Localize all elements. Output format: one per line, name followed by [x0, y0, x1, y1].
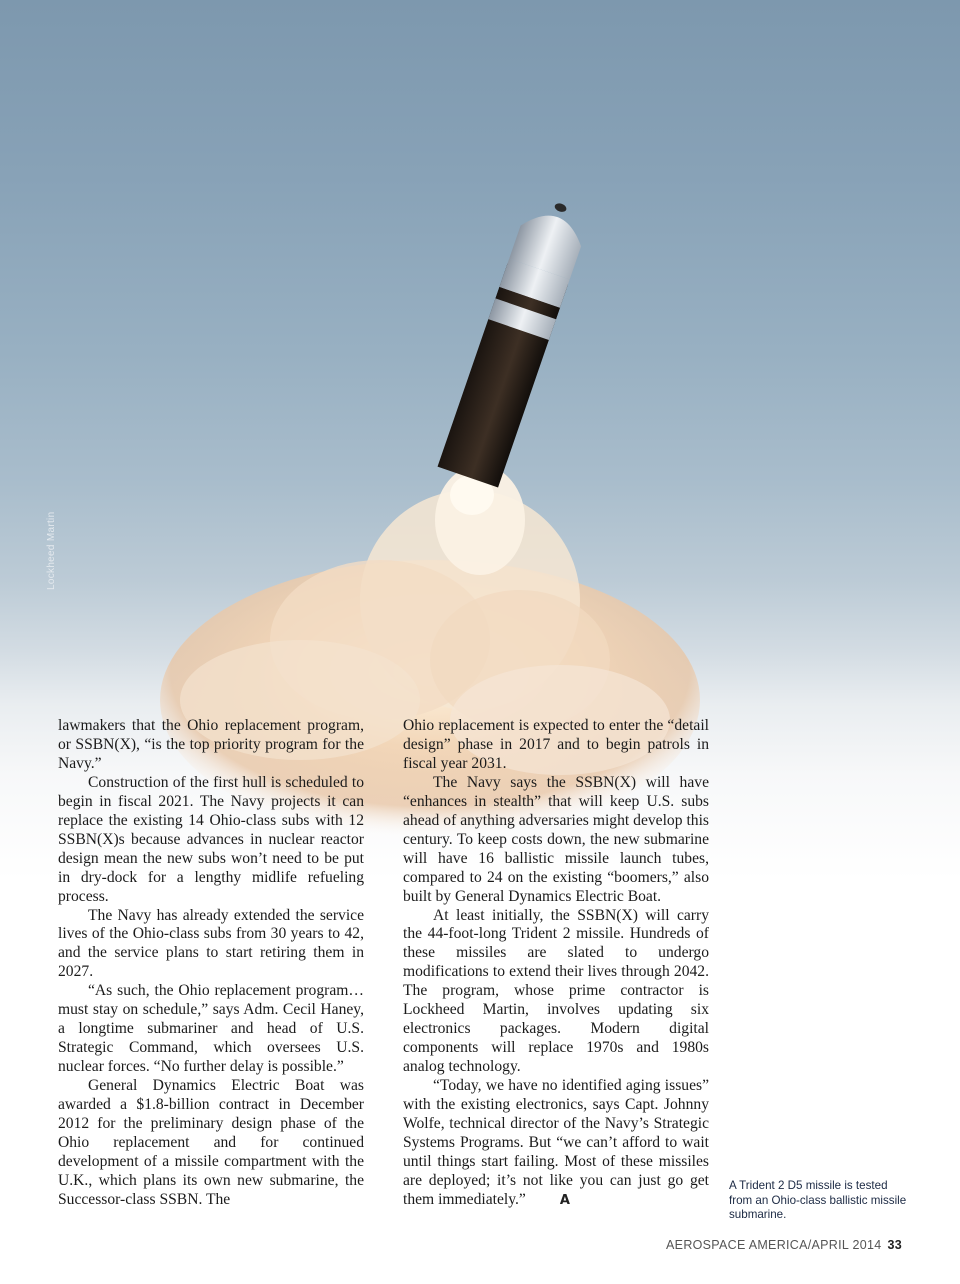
paragraph-text: “Today, we have no identified aging issues” with the existing electronics, says Capt. Johnny Wolfe, technical director of the Navy’s Strategic Systems Programs. But “we can’t afford to wait until things start failing. Most of these missiles are deployed; it’s not like you can just go get them immediately.”: [403, 1077, 709, 1208]
paragraph: “As such, the Ohio replacement program… must stay on schedule,” says Adm. Cecil Haney, a longtime submariner and head of U.S. Strategic Command, which oversees U.S. nuclear forces. “No further delay is possible.”: [58, 982, 364, 1076]
page-number: 33: [887, 1238, 902, 1252]
paragraph: lawmakers that the Ohio replacement program, or SSBN(X), “is the top priority program for the Navy.”: [58, 717, 364, 772]
article-column-right: [403, 717, 709, 1211]
page-footer: [666, 1238, 902, 1252]
paragraph: General Dynamics Electric Boat was awarded a $1.8-billion contract in December 2012 for the preliminary design phase of the Ohio replacement and for continued development of a missile compartment with the U.K., which plans its own new submarine, the Successor-class SSBN. The: [58, 1077, 364, 1208]
publication-name: AEROSPACE AMERICA/APRIL 2014: [666, 1238, 882, 1252]
paragraph: The Navy has already extended the service lives of the Ohio-class subs from 30 years to 42, and the service plans to start retiring them in 2027.: [58, 906, 364, 981]
end-mark-icon: A: [559, 1192, 570, 1208]
paragraph: Ohio replacement is expected to enter the “detail design” phase in 2017 and to begin patrols in fiscal year 2031.: [403, 717, 709, 772]
article-column-left: [58, 717, 364, 1210]
photo-credit: Lockheed Martin: [46, 511, 57, 590]
paragraph: The Navy says the SSBN(X) will have “enhances in stealth” that will keep U.S. subs ahead of anything adversaries might develop this century. To keep costs down, the new submarine will have 16 ballistic missile launch tubes, compared to 24 on the existing “boomers,” also built by General Dynamics Electric Boat.: [403, 773, 709, 905]
photo-caption: A Trident 2 D5 missile is tested from an Ohio-class ballistic missile submarine.: [729, 1179, 907, 1221]
paragraph: At least initially, the SSBN(X) will carry the 44-foot-long Trident 2 missile. Hundreds of these missiles are slated to undergo modifications to extend their lives through 2042. The program, whose prime contractor is Lockheed Martin, involves updating six electronics packages. Modern digital components will replace 1970s and 1980s analog technology.: [403, 906, 709, 1076]
missile: [438, 193, 593, 487]
paragraph: Construction of the first hull is scheduled to begin in fiscal 2021. The Navy projects it can replace the existing 14 Ohio-class subs with 12 SSBN(X)s because advances in nuclear reactor design mean the new subs won’t need to be put in dry-dock for a lengthy midlife refueling process.: [58, 773, 364, 905]
paragraph-last: [403, 1077, 709, 1211]
